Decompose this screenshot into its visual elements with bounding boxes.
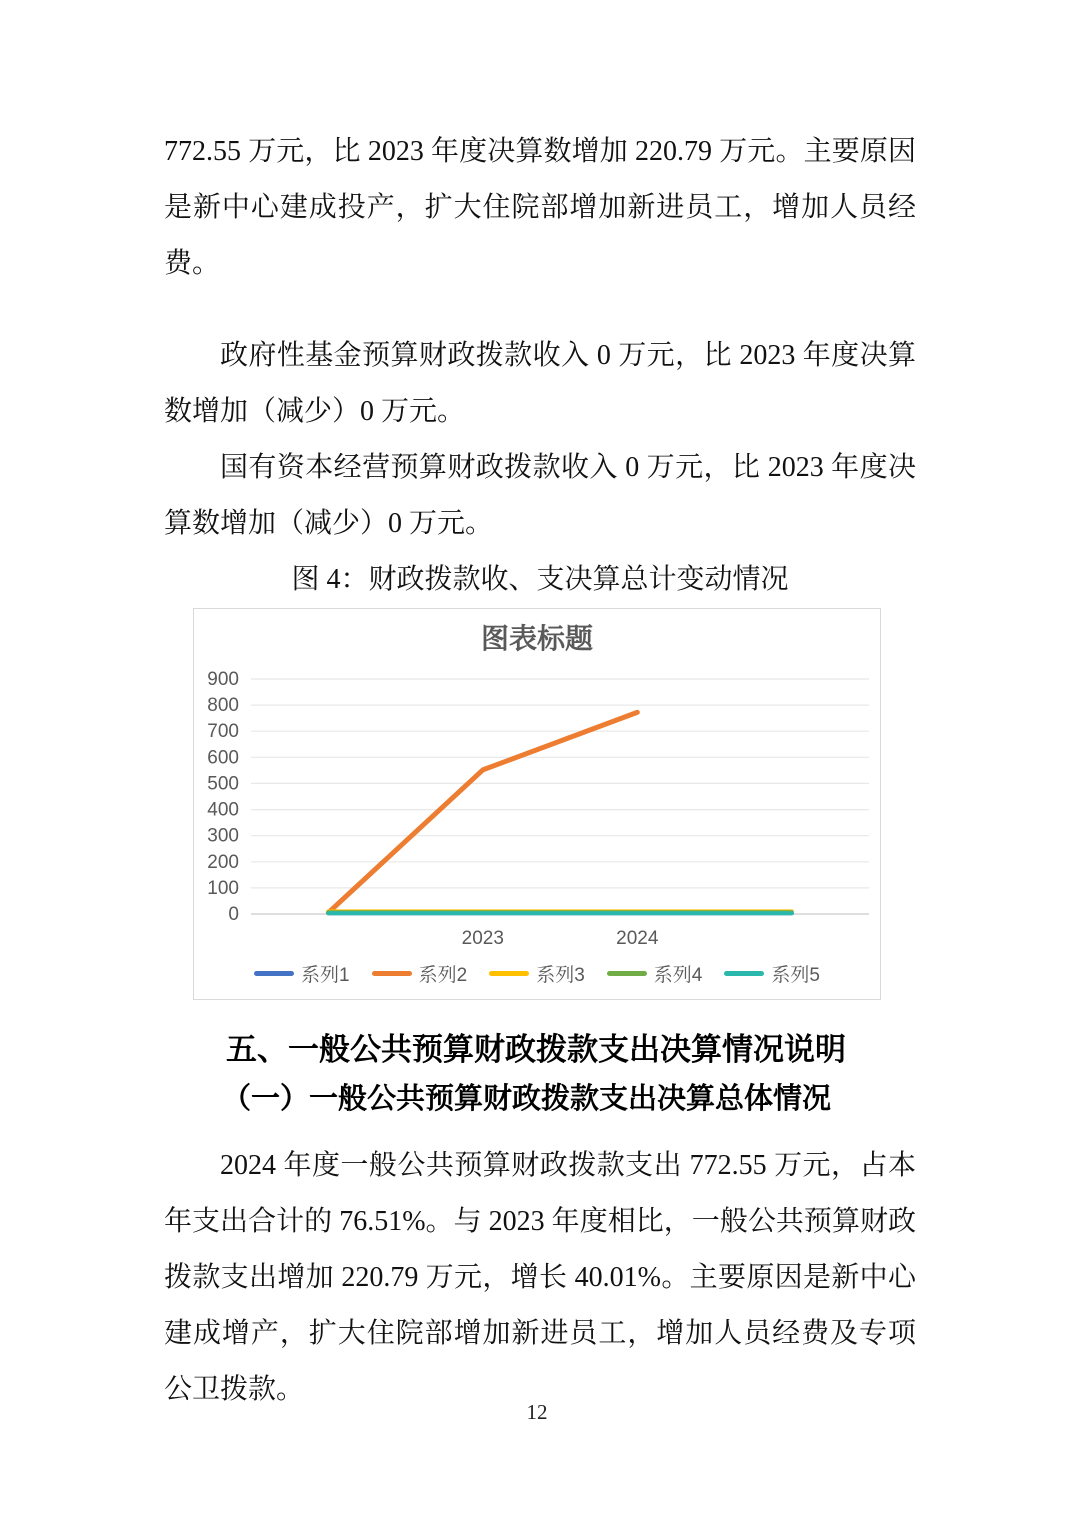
- series-line-系列2: [328, 712, 637, 912]
- body-paragraph: 国有资本经营预算财政拨款收入 0 万元，比 2023 年度决算数增加（减少）0 万元。: [164, 452, 916, 539]
- legend-swatch: [489, 971, 529, 976]
- legend-item: [254, 960, 350, 987]
- body-paragraph: 政府性基金预算财政拨款收入 0 万元，比 2023 年度决算数增加（减少）0 万元。: [164, 340, 916, 427]
- y-axis-tick-label: 900: [207, 669, 239, 690]
- legend-swatch: [724, 971, 764, 976]
- legend-swatch: [254, 971, 294, 976]
- y-axis-tick-label: 300: [207, 825, 239, 847]
- x-axis-tick-label: 2023: [461, 928, 504, 949]
- y-axis-tick-label: 800: [207, 695, 239, 717]
- section-heading: 五、一般公共预算财政拨款支出决算情况说明: [226, 1032, 846, 1067]
- legend-label: 系列2: [418, 965, 468, 986]
- line-chart-figure: [193, 608, 881, 1000]
- body-paragraph: 772.55 万元，比 2023 年度决算数增加 220.79 万元。主要原因是新中心建成投产，扩大住院部增加新进员工，增加人员经费。: [164, 136, 916, 279]
- y-axis-tick-label: 600: [207, 747, 239, 769]
- y-axis-tick-label: 0: [228, 904, 239, 925]
- figure-caption: 图 4：财政拨款收、支决算总计变动情况: [291, 564, 789, 595]
- chart-legend: [194, 960, 880, 987]
- y-axis-tick-label: 400: [207, 799, 239, 821]
- legend-swatch: [607, 971, 647, 976]
- body-paragraph: 2024 年度一般公共预算财政拨款支出 772.55 万元，占本年支出合计的 76.51%。与 2023 年度相比，一般公共预算财政拨款支出增加 220.79 万元，增长 40.01%。主要原因是新中心建成增产，扩大住院部增加新进员工，增加人员经费及专项公卫拨款。: [164, 1150, 916, 1405]
- legend-item: [724, 960, 820, 987]
- x-axis-tick-label: 2024: [616, 928, 659, 949]
- legend-swatch: [372, 971, 412, 976]
- legend-label: 系列1: [301, 965, 350, 986]
- legend-label: 系列5: [771, 965, 820, 986]
- subsection-heading: （一）一般公共预算财政拨款支出决算总体情况: [222, 1083, 832, 1115]
- legend-item: [489, 960, 585, 987]
- legend-label: 系列3: [536, 965, 585, 986]
- chart-canvas: [194, 609, 880, 999]
- legend-item: [372, 960, 468, 987]
- y-axis-tick-label: 500: [207, 773, 239, 795]
- y-axis-tick-label: 100: [207, 877, 239, 899]
- y-axis-tick-label: 200: [207, 851, 239, 873]
- page-number: 12: [526, 1400, 548, 1424]
- legend-label: 系列4: [653, 965, 703, 986]
- chart-title: 图表标题: [480, 623, 593, 654]
- legend-item: [607, 960, 703, 987]
- y-axis-tick-label: 700: [207, 721, 239, 743]
